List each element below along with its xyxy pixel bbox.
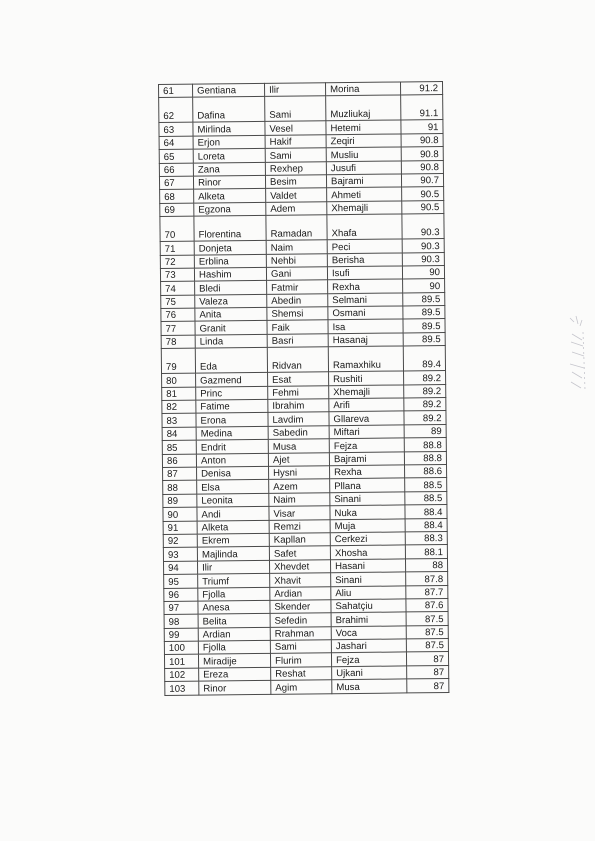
first-name-cell: Hashim: [194, 267, 266, 281]
row-number-cell: 99: [164, 628, 198, 642]
last-name-cell: Selmani: [328, 293, 403, 307]
parent-name-cell: Ramadan: [266, 215, 327, 241]
last-name-cell: Aliu: [331, 585, 406, 599]
score-cell: 89.2: [404, 398, 446, 412]
score-cell: 90.8: [401, 133, 443, 147]
parent-name-cell: Musa: [268, 439, 329, 453]
parent-name-cell: Esat: [268, 372, 329, 386]
score-cell: 87.5: [406, 612, 448, 626]
first-name-cell: Anton: [196, 453, 268, 467]
table-row: [161, 346, 445, 374]
score-cell: 89.5: [403, 292, 445, 306]
first-name-cell: Granit: [195, 321, 267, 335]
score-cell: 90.5: [402, 200, 444, 214]
last-name-cell: Jusufi: [326, 161, 401, 175]
last-name-cell: Rexha: [330, 465, 405, 479]
first-name-cell: Alketa: [197, 520, 269, 534]
score-cell: 90.7: [401, 173, 443, 187]
parent-name-cell: Lavdim: [268, 412, 329, 426]
last-name-cell: Rexha: [328, 279, 403, 293]
row-number-cell: 88: [163, 480, 197, 494]
row-number-cell: 62: [159, 98, 193, 123]
first-name-cell: Gentiana: [193, 83, 265, 97]
last-name-cell: Isa: [328, 319, 403, 333]
row-number-cell: 83: [162, 414, 196, 428]
score-cell: 90: [402, 265, 444, 279]
score-cell: 88: [405, 558, 447, 572]
first-name-cell: Fatime: [196, 399, 268, 413]
last-name-cell: Hetemi: [326, 120, 401, 134]
score-cell: 88.8: [404, 451, 446, 465]
parent-name-cell: Valdet: [266, 188, 327, 202]
score-cell: 88.3: [405, 531, 447, 545]
last-name-cell: Gllareva: [329, 411, 404, 425]
last-name-cell: Hasanaj: [328, 333, 403, 347]
first-name-cell: Ardian: [198, 627, 270, 641]
row-number-cell: 68: [160, 189, 194, 203]
score-cell: 90.3: [402, 239, 444, 253]
parent-name-cell: Rrahman: [270, 626, 331, 640]
parent-name-cell: Azem: [269, 479, 330, 493]
score-cell: 87: [406, 652, 448, 666]
score-cell: 88.8: [404, 438, 446, 452]
last-name-cell: Fejza: [331, 652, 406, 666]
first-name-cell: Ekrem: [197, 533, 269, 547]
first-name-cell: Miradije: [198, 654, 270, 668]
last-name-cell: Osmani: [328, 306, 403, 320]
parent-name-cell: Ridvan: [267, 347, 328, 373]
last-name-cell: Ramaxhiku: [328, 346, 403, 372]
parent-name-cell: Fehmi: [268, 385, 329, 399]
first-name-cell: Eda: [195, 348, 267, 374]
score-cell: 87.5: [406, 639, 448, 653]
score-cell: 90.8: [401, 160, 443, 174]
score-cell: 89.5: [403, 319, 445, 333]
last-name-cell: Bajrami: [329, 452, 404, 466]
parent-name-cell: Gani: [266, 267, 327, 281]
first-name-cell: Gazmend: [196, 373, 268, 387]
score-cell: 91.1: [401, 95, 443, 120]
last-name-cell: Ujkani: [332, 666, 407, 680]
first-name-cell: Endrit: [196, 440, 268, 454]
parent-name-cell: Xhevdet: [269, 559, 330, 573]
parent-name-cell: Shemsi: [267, 307, 328, 321]
score-cell: 90.5: [402, 187, 444, 201]
parent-name-cell: Remzi: [269, 519, 330, 533]
score-cell: 91: [401, 120, 443, 134]
score-cell: 89.2: [404, 371, 446, 385]
first-name-cell: Majlinda: [197, 547, 269, 561]
table-row: [160, 214, 444, 242]
row-number-cell: 74: [161, 281, 195, 295]
last-name-cell: Sahatçiu: [331, 599, 406, 613]
first-name-cell: Medina: [196, 426, 268, 440]
row-number-cell: 101: [164, 655, 198, 669]
last-name-cell: Muzliukaj: [326, 95, 401, 121]
score-cell: 91.2: [400, 82, 442, 96]
score-cell: 87: [407, 679, 449, 693]
first-name-cell: Zana: [193, 162, 265, 176]
last-name-cell: Isufi: [327, 266, 402, 280]
row-number-cell: 78: [161, 335, 195, 349]
last-name-cell: Xhemajli: [329, 385, 404, 399]
row-number-cell: 94: [163, 561, 197, 575]
parent-name-cell: Xhavit: [270, 573, 331, 587]
score-cell: 90.3: [402, 252, 444, 266]
last-name-cell: Arifi: [329, 398, 404, 412]
score-cell: 90: [403, 279, 445, 293]
last-name-cell: Voca: [331, 626, 406, 640]
parent-name-cell: Rexhep: [265, 161, 326, 175]
first-name-cell: Florentina: [194, 216, 266, 242]
first-name-cell: Triumf: [198, 573, 270, 587]
row-number-cell: 85: [162, 440, 196, 454]
score-cell: 88.1: [405, 545, 447, 559]
last-name-cell: Peci: [327, 239, 402, 253]
row-number-cell: 81: [162, 387, 196, 401]
first-name-cell: Loreta: [193, 149, 265, 163]
score-cell: 89.4: [403, 346, 445, 371]
last-name-cell: Berisha: [327, 252, 402, 266]
row-number-cell: 96: [164, 588, 198, 602]
parent-name-cell: Skender: [270, 600, 331, 614]
first-name-cell: Erona: [196, 413, 268, 427]
row-number-cell: 86: [162, 454, 196, 468]
parent-name-cell: Kapllan: [269, 533, 330, 547]
table-row: [159, 95, 443, 123]
last-name-cell: Musa: [332, 679, 407, 693]
parent-name-cell: Ilir: [264, 83, 325, 97]
parent-name-cell: Nehbi: [266, 253, 327, 267]
row-number-cell: 95: [164, 574, 198, 588]
last-name-cell: Xhemajli: [327, 201, 402, 215]
last-name-cell: Hasani: [330, 559, 405, 573]
first-name-cell: Denisa: [197, 466, 269, 480]
first-name-cell: Anita: [195, 307, 267, 321]
first-name-cell: Ilir: [197, 560, 269, 574]
score-cell: 88.5: [405, 491, 447, 505]
row-number-cell: 79: [161, 348, 195, 373]
row-number-cell: 82: [162, 400, 196, 414]
row-number-cell: 61: [159, 84, 193, 98]
parent-name-cell: Abedin: [267, 293, 328, 307]
parent-name-cell: Agim: [271, 680, 332, 694]
last-name-cell: Sinani: [331, 572, 406, 586]
last-name-cell: Jashari: [331, 639, 406, 653]
score-cell: 88.6: [405, 464, 447, 478]
results-table-body: [159, 82, 449, 696]
parent-name-cell: Besim: [265, 175, 326, 189]
row-number-cell: 76: [161, 308, 195, 322]
first-name-cell: Bledi: [195, 281, 267, 295]
parent-name-cell: Faik: [267, 320, 328, 334]
last-name-cell: Zeqiri: [326, 134, 401, 148]
faint-stamp-icon: [566, 312, 588, 396]
parent-name-cell: Visar: [269, 506, 330, 520]
first-name-cell: Fjolla: [198, 587, 270, 601]
parent-name-cell: Sami: [265, 148, 326, 162]
parent-name-cell: Vesel: [265, 121, 326, 135]
parent-name-cell: Basri: [267, 334, 328, 348]
first-name-cell: Anesa: [198, 600, 270, 614]
last-name-cell: Rushiti: [329, 371, 404, 385]
last-name-cell: Fejza: [329, 438, 404, 452]
row-number-cell: 64: [159, 136, 193, 150]
parent-name-cell: Safet: [269, 546, 330, 560]
score-cell: 88.4: [405, 518, 447, 532]
row-number-cell: 66: [159, 163, 193, 177]
row-number-cell: 102: [165, 668, 199, 682]
parent-name-cell: Ardian: [270, 586, 331, 600]
last-name-cell: Cerkezi: [330, 532, 405, 546]
row-number-cell: 87: [163, 467, 197, 481]
parent-name-cell: Reshat: [271, 667, 332, 681]
parent-name-cell: Sami: [265, 96, 326, 122]
score-cell: 87: [407, 665, 449, 679]
first-name-cell: Ereza: [199, 667, 271, 681]
row-number-cell: 63: [159, 123, 193, 137]
score-cell: 89: [404, 424, 446, 438]
row-number-cell: 70: [160, 216, 194, 241]
row-number-cell: 69: [160, 203, 194, 217]
row-number-cell: 92: [163, 534, 197, 548]
last-name-cell: Pllana: [330, 478, 405, 492]
score-cell: 90.8: [401, 147, 443, 161]
last-name-cell: Xhosha: [330, 545, 405, 559]
last-name-cell: Bajrami: [326, 174, 401, 188]
parent-name-cell: Ibrahim: [268, 399, 329, 413]
first-name-cell: Egzona: [194, 202, 266, 216]
score-cell: 88.5: [405, 478, 447, 492]
first-name-cell: Erblina: [194, 254, 266, 268]
score-cell: 89.2: [404, 384, 446, 398]
row-number-cell: 73: [160, 268, 194, 282]
parent-name-cell: Fatmir: [267, 280, 328, 294]
results-table: [158, 81, 449, 696]
last-name-cell: Brahimi: [331, 612, 406, 626]
parent-name-cell: Sami: [270, 640, 331, 654]
first-name-cell: Erjon: [193, 135, 265, 149]
last-name-cell: Musliu: [326, 147, 401, 161]
first-name-cell: Fjolla: [198, 640, 270, 654]
last-name-cell: Xhafa: [327, 214, 402, 240]
last-name-cell: Morina: [325, 82, 400, 96]
first-name-cell: Leonita: [197, 493, 269, 507]
score-cell: 87.8: [406, 572, 448, 586]
row-number-cell: 98: [164, 614, 198, 628]
last-name-cell: Ahmeti: [327, 187, 402, 201]
row-number-cell: 103: [165, 681, 199, 695]
parent-name-cell: Sefedin: [270, 613, 331, 627]
row-number-cell: 97: [164, 601, 198, 615]
last-name-cell: Miftari: [329, 425, 404, 439]
parent-name-cell: Hakif: [265, 135, 326, 149]
first-name-cell: Alketa: [194, 189, 266, 203]
first-name-cell: Valeza: [195, 294, 267, 308]
score-cell: 90.3: [402, 214, 444, 239]
row-number-cell: 80: [162, 373, 196, 387]
first-name-cell: Princ: [196, 386, 268, 400]
last-name-cell: Sinani: [330, 492, 405, 506]
row-number-cell: 93: [163, 547, 197, 561]
parent-name-cell: Sabedin: [268, 426, 329, 440]
row-number-cell: 65: [159, 149, 193, 163]
row-number-cell: 77: [161, 322, 195, 336]
parent-name-cell: Adem: [266, 201, 327, 215]
row-number-cell: 90: [163, 507, 197, 521]
first-name-cell: Rinor: [199, 681, 271, 695]
first-name-cell: Belita: [198, 614, 270, 628]
row-number-cell: 89: [163, 494, 197, 508]
first-name-cell: Donjeta: [194, 241, 266, 255]
first-name-cell: Dafina: [193, 97, 265, 123]
row-number-cell: 72: [160, 255, 194, 269]
table-row: [165, 679, 449, 695]
row-number-cell: 84: [162, 427, 196, 441]
first-name-cell: Rinor: [193, 175, 265, 189]
score-cell: 88.4: [405, 505, 447, 519]
first-name-cell: Elsa: [197, 480, 269, 494]
parent-name-cell: Flurim: [270, 653, 331, 667]
first-name-cell: Andi: [197, 507, 269, 521]
score-cell: 87.6: [406, 598, 448, 612]
parent-name-cell: Naim: [269, 492, 330, 506]
score-cell: 89.5: [403, 306, 445, 320]
first-name-cell: Mirlinda: [193, 122, 265, 136]
row-number-cell: 67: [159, 176, 193, 190]
last-name-cell: Nuka: [330, 505, 405, 519]
scanned-page: [158, 84, 443, 696]
row-number-cell: 100: [164, 641, 198, 655]
row-number-cell: 91: [163, 521, 197, 535]
score-cell: 89.2: [404, 411, 446, 425]
parent-name-cell: Hysni: [269, 466, 330, 480]
last-name-cell: Muja: [330, 518, 405, 532]
parent-name-cell: Ajet: [268, 452, 329, 466]
score-cell: 87.5: [406, 625, 448, 639]
first-name-cell: Linda: [195, 334, 267, 348]
score-cell: 89.5: [403, 332, 445, 346]
parent-name-cell: Naim: [266, 240, 327, 254]
score-cell: 87.7: [406, 585, 448, 599]
row-number-cell: 71: [160, 241, 194, 255]
row-number-cell: 75: [161, 295, 195, 309]
